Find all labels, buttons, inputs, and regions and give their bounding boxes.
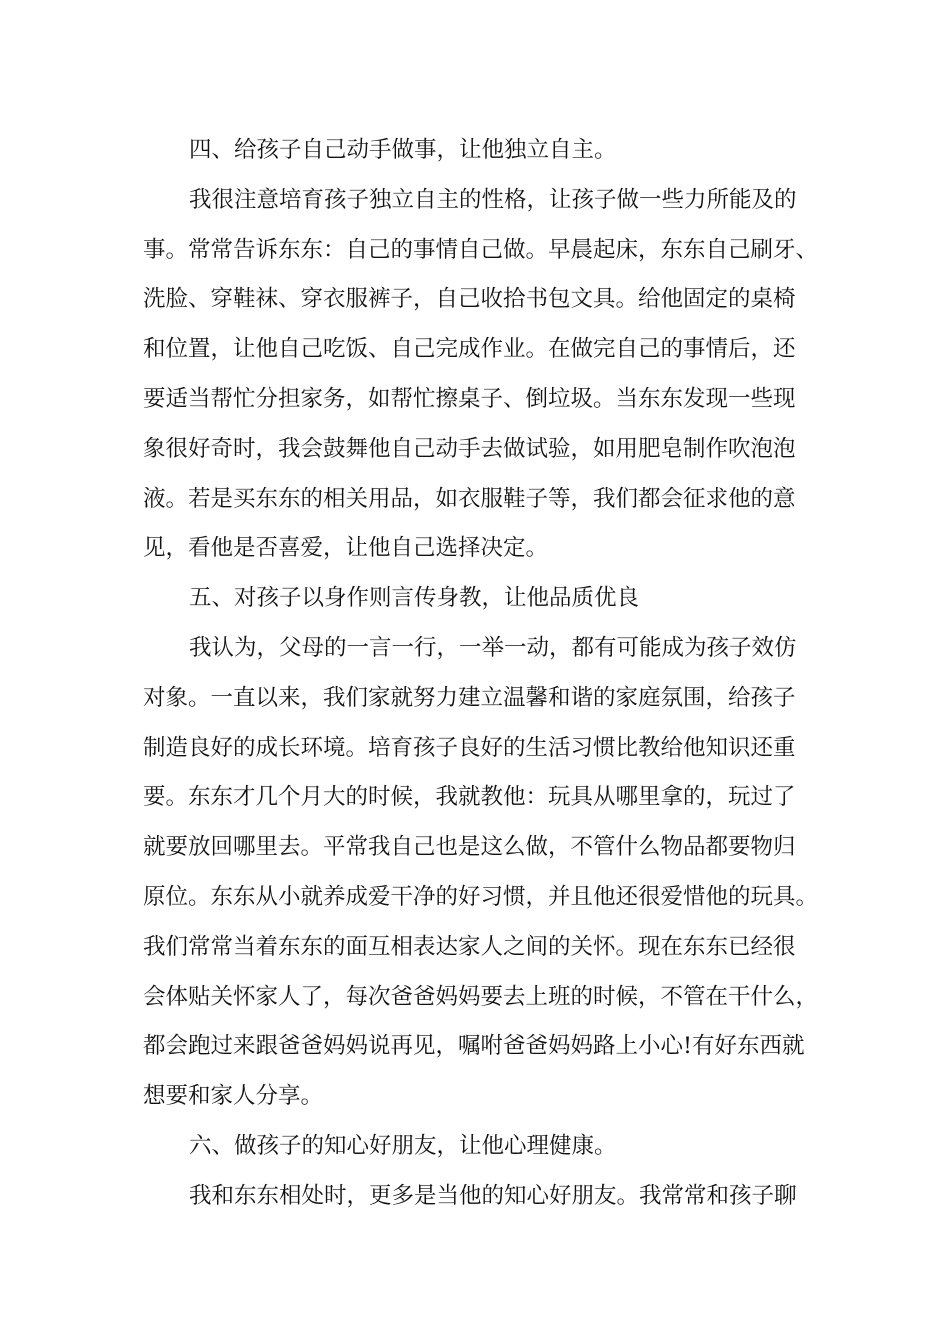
paragraph-line: 我很注意培育孩子独立自主的性格，让孩子做一些力所能及的 xyxy=(189,186,797,213)
paragraph-line: 我认为，父母的一言一行，一举一动，都有可能成为孩子效仿 xyxy=(189,634,797,661)
paragraph-line: 洗脸、穿鞋袜、穿衣服裤子，自己收拾书包文具。给他固定的桌椅 xyxy=(143,286,796,313)
paragraph-line: 和位置，让他自己吃饭、自己完成作业。在做完自己的事情后，还 xyxy=(143,336,796,363)
paragraph-line: 要。东东才几个月大的时候，我就教他：玩具从哪里拿的，玩过了 xyxy=(143,784,796,811)
paragraph-line: 想要和家人分享。 xyxy=(143,1083,324,1110)
paragraph-line: 要适当帮忙分担家务，如帮忙擦桌子、倒垃圾。当东东发现一些现 xyxy=(143,385,796,412)
paragraph-line: 制造良好的成长环境。培育孩子良好的生活习惯比教给他知识还重 xyxy=(143,734,796,761)
paragraph-line: 对象。一直以来，我们家就努力建立温馨和谐的家庭氛围，给孩子 xyxy=(143,684,796,711)
paragraph-line: 我和东东相处时，更多是当他的知心好朋友。我常常和孩子聊 xyxy=(189,1182,797,1209)
section-heading-6: 六、做孩子的知心好朋友，让他心理健康。 xyxy=(189,1132,617,1159)
section-heading-5: 五、对孩子以身作则言传身教，让他品质优良 xyxy=(189,585,640,612)
paragraph-line: 我们常常当着东东的面互相表达家人之间的关怀。现在东东已经很 xyxy=(143,933,796,960)
paragraph-line: 见，看他是否喜爱，让他自己选择决定。 xyxy=(143,535,549,562)
paragraph-line: 象很好奇时，我会鼓舞他自己动手去做试验，如用肥皂制作吹泡泡 xyxy=(143,435,796,462)
paragraph-line: 事。常常告诉东东：自己的事情自己做。早晨起床，东东自己刷牙、 xyxy=(143,236,819,263)
section-heading-4: 四、给孩子自己动手做事，让他独立自主。 xyxy=(189,137,617,163)
paragraph-line: 会体贴关怀家人了，每次爸爸妈妈要去上班的时候，不管在干什么， xyxy=(143,983,819,1010)
paragraph-line: 原位。东东从小就养成爱干净的好习惯，并且他还很爱惜他的玩具。 xyxy=(143,883,819,910)
document-body xyxy=(143,126,833,1222)
paragraph-line: 液。若是买东东的相关用品，如衣服鞋子等，我们都会征求他的意 xyxy=(143,485,796,512)
paragraph-line: 都会跑过来跟爸爸妈妈说再见，嘱咐爸爸妈妈路上小心!有好东西就 xyxy=(143,1033,805,1060)
paragraph-line: 就要放回哪里去。平常我自己也是这么做，不管什么物品都要物归 xyxy=(143,834,796,861)
